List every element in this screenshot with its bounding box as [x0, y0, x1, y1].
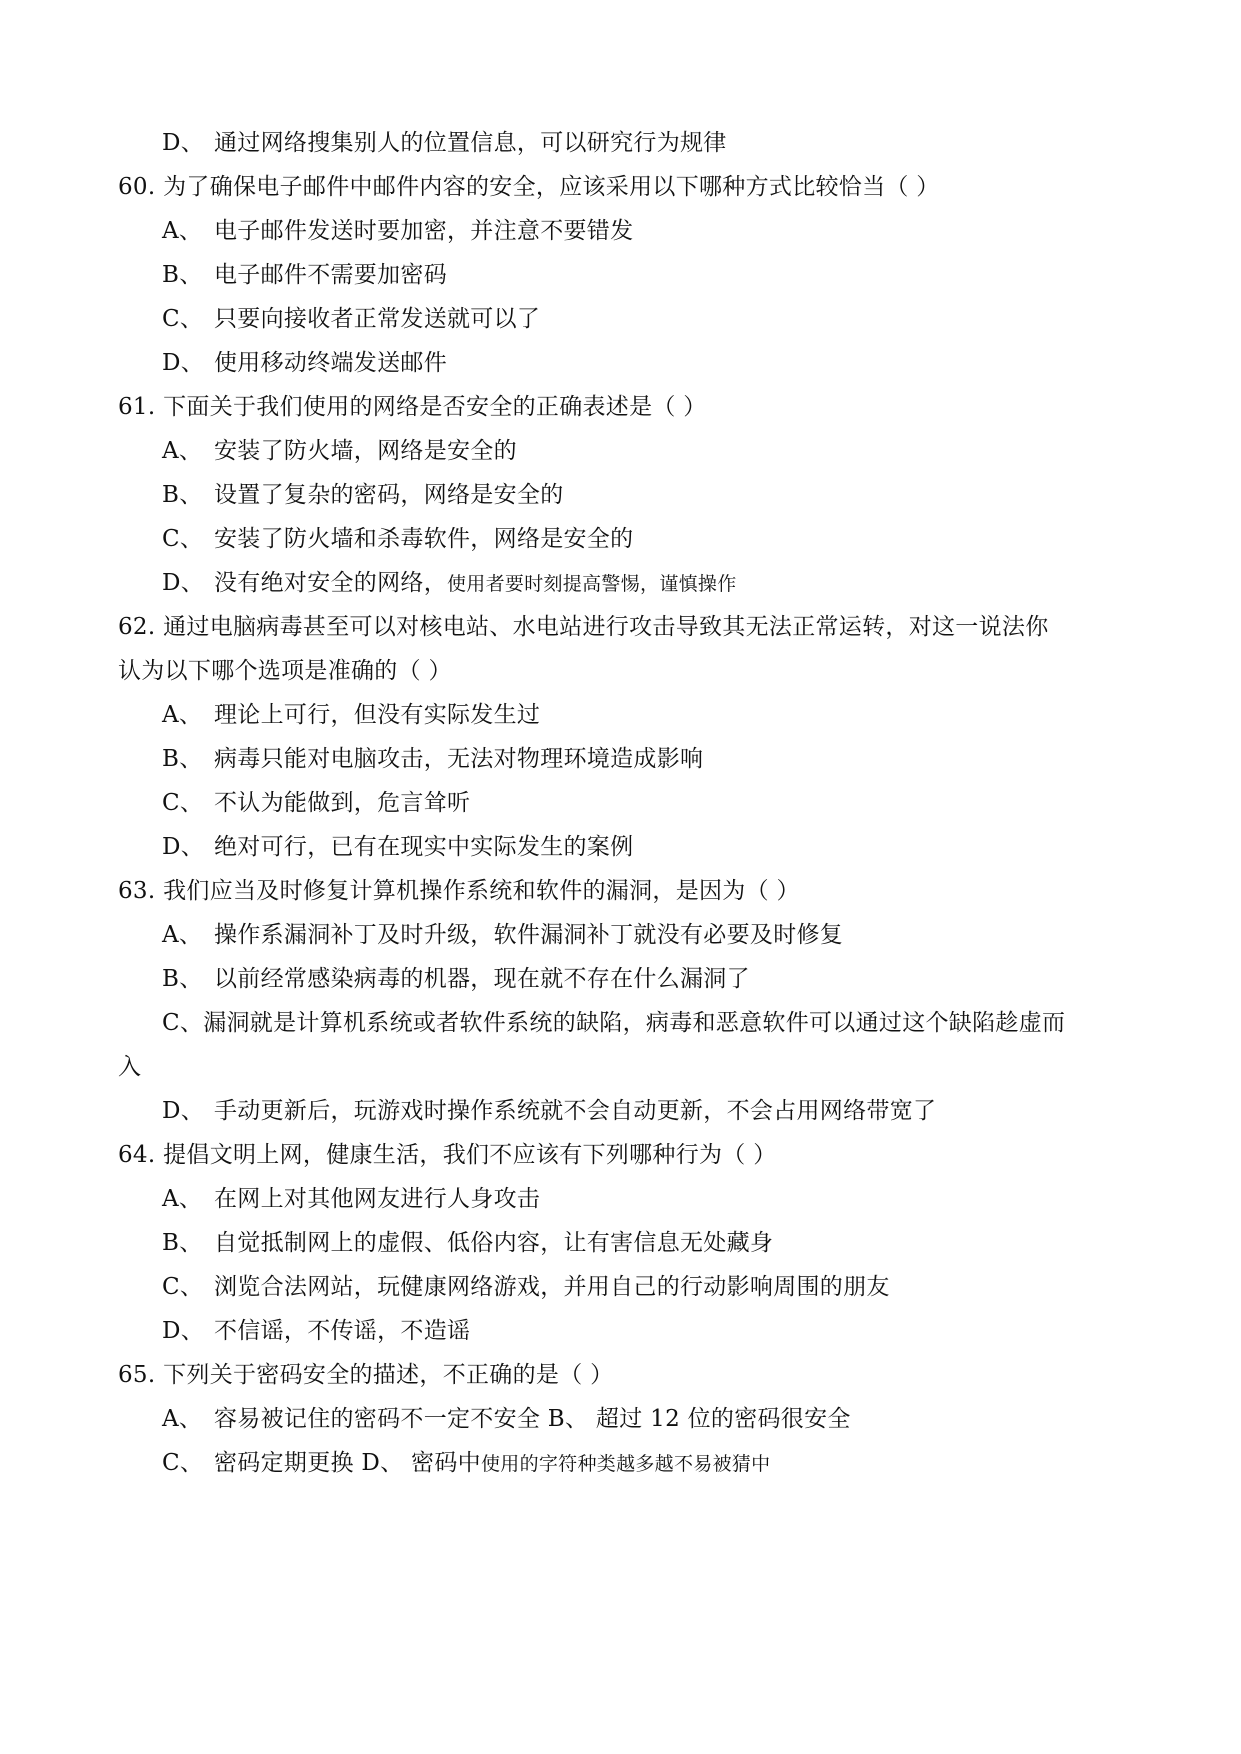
- option-line: [162, 1096, 936, 1126]
- option-text: 电子邮件发送时要加密，并注意不要错发: [214, 218, 634, 244]
- option-line: [162, 964, 750, 994]
- option-text: 入: [118, 1054, 142, 1080]
- option-text: 安装了防火墙，网络是安全的: [214, 438, 517, 464]
- option-letter: C、: [162, 526, 204, 552]
- option-letter: D、: [162, 130, 205, 156]
- option-letter: A、: [162, 922, 203, 948]
- option-line: [162, 480, 564, 510]
- option-line: [162, 348, 447, 378]
- question-continuation: [118, 656, 452, 686]
- option-line: [162, 436, 517, 466]
- question-text: 61. 下面关于我们使用的网络是否安全的正确表述是（ ）: [118, 394, 707, 420]
- option-letter: D、: [162, 570, 205, 596]
- option-text: 绝对可行，已有在现实中实际发生的案例: [214, 834, 634, 860]
- option-line: [162, 832, 633, 862]
- option-text: 使用移动终端发送邮件: [214, 350, 447, 376]
- option-letter: C、: [162, 1274, 204, 1300]
- option-text: 不信谣，不传谣，不造谣: [214, 1318, 471, 1344]
- option-continuation: [118, 1052, 141, 1082]
- option-line: [162, 1316, 470, 1346]
- option-letter: B、: [162, 262, 203, 288]
- option-letter: D、: [162, 350, 205, 376]
- option-letter: A、: [162, 702, 203, 728]
- option-letter: A、: [162, 438, 203, 464]
- option-line: [162, 1448, 770, 1479]
- option-line: [162, 128, 727, 158]
- option-text: 设置了复杂的密码，网络是安全的: [214, 482, 564, 508]
- question-text: 63. 我们应当及时修复计算机操作系统和软件的漏洞，是因为（ ）: [118, 878, 800, 904]
- option-letter: C、: [162, 790, 204, 816]
- option-text: 以前经常感染病毒的机器，现在就不存在什么漏洞了: [214, 966, 750, 992]
- option-line: [162, 920, 843, 950]
- option-line: [162, 1228, 773, 1258]
- question-61: [118, 392, 707, 422]
- option-line: [162, 216, 633, 246]
- question-text: 62. 通过电脑病毒甚至可以对核电站、水电站进行攻击导致其无法正常运转，对这一说法你: [118, 614, 1049, 640]
- option-text: 浏览合法网站，玩健康网络游戏，并用自己的行动影响周围的朋友: [214, 1274, 890, 1300]
- option-text: 手动更新后，玩游戏时操作系统就不会自动更新，不会占用网络带宽了: [214, 1098, 937, 1124]
- question-text: 60. 为了确保电子邮件中邮件内容的安全，应该采用以下哪种方式比较恰当（ ）: [118, 174, 940, 200]
- option-line: [162, 524, 633, 554]
- option-line: [162, 304, 540, 334]
- option-text: 密码定期更换 D、 密码中: [214, 1450, 481, 1476]
- option-line: [162, 1008, 1065, 1038]
- question-text: 64. 提倡文明上网，健康生活，我们不应该有下列哪种行为（ ）: [118, 1142, 777, 1168]
- option-line: [162, 260, 447, 290]
- option-line: [162, 788, 470, 818]
- option-text: 在网上对其他网友进行人身攻击: [214, 1186, 541, 1212]
- option-line: [162, 568, 737, 599]
- option-text: 理论上可行，但没有实际发生过: [214, 702, 541, 728]
- option-letter: D、: [162, 1098, 205, 1124]
- option-letter: B、: [162, 746, 203, 772]
- option-text: C、漏洞就是计算机系统或者软件系统的缺陷，病毒和恶意软件可以通过这个缺陷趁虚而: [162, 1010, 1066, 1036]
- option-letter: B、: [162, 1230, 203, 1256]
- question-text: 认为以下哪个选项是准确的（ ）: [118, 658, 452, 684]
- option-text: 病毒只能对电脑攻击，无法对物理环境造成影响: [214, 746, 704, 772]
- question-64: [118, 1140, 777, 1170]
- option-letter: A、: [162, 218, 203, 244]
- option-text: 自觉抵制网上的虚假、低俗内容，让有害信息无处藏身: [214, 1230, 774, 1256]
- option-letter: C、: [162, 306, 204, 332]
- option-letter: B、: [162, 966, 203, 992]
- option-text: 安装了防火墙和杀毒软件，网络是安全的: [214, 526, 634, 552]
- option-letter: A、: [162, 1406, 203, 1432]
- option-text-small: 使用者要时刻提高警惕，谨慎操作: [447, 573, 737, 595]
- option-line: [162, 700, 540, 730]
- question-text: 65. 下列关于密码安全的描述，不正确的是（ ）: [118, 1362, 614, 1388]
- option-line: [162, 744, 703, 774]
- option-text: 容易被记住的密码不一定不安全 B、 超过 12 位的密码很安全: [214, 1406, 851, 1432]
- option-line: [162, 1404, 851, 1434]
- option-line: [162, 1272, 890, 1302]
- option-letter: D、: [162, 1318, 205, 1344]
- question-62: [118, 612, 1049, 642]
- question-63: [118, 876, 800, 906]
- option-text: 通过网络搜集别人的位置信息，可以研究行为规律: [214, 130, 727, 156]
- option-letter: D、: [162, 834, 205, 860]
- option-line: [162, 1184, 540, 1214]
- option-text: 操作系漏洞补丁及时升级，软件漏洞补丁就没有必要及时修复: [214, 922, 844, 948]
- option-text: 只要向接收者正常发送就可以了: [214, 306, 541, 332]
- question-60: [118, 172, 940, 202]
- question-65: [118, 1360, 613, 1390]
- option-text: 没有绝对安全的网络，: [214, 570, 447, 596]
- option-text: 电子邮件不需要加密码: [214, 262, 447, 288]
- option-text-small: 使用的字符种类越多越不易被猜中: [480, 1453, 771, 1475]
- option-letter: B、: [162, 482, 203, 508]
- option-text: 不认为能做到，危言耸听: [214, 790, 471, 816]
- option-letter: A、: [162, 1186, 203, 1212]
- option-letter: C、: [162, 1450, 204, 1476]
